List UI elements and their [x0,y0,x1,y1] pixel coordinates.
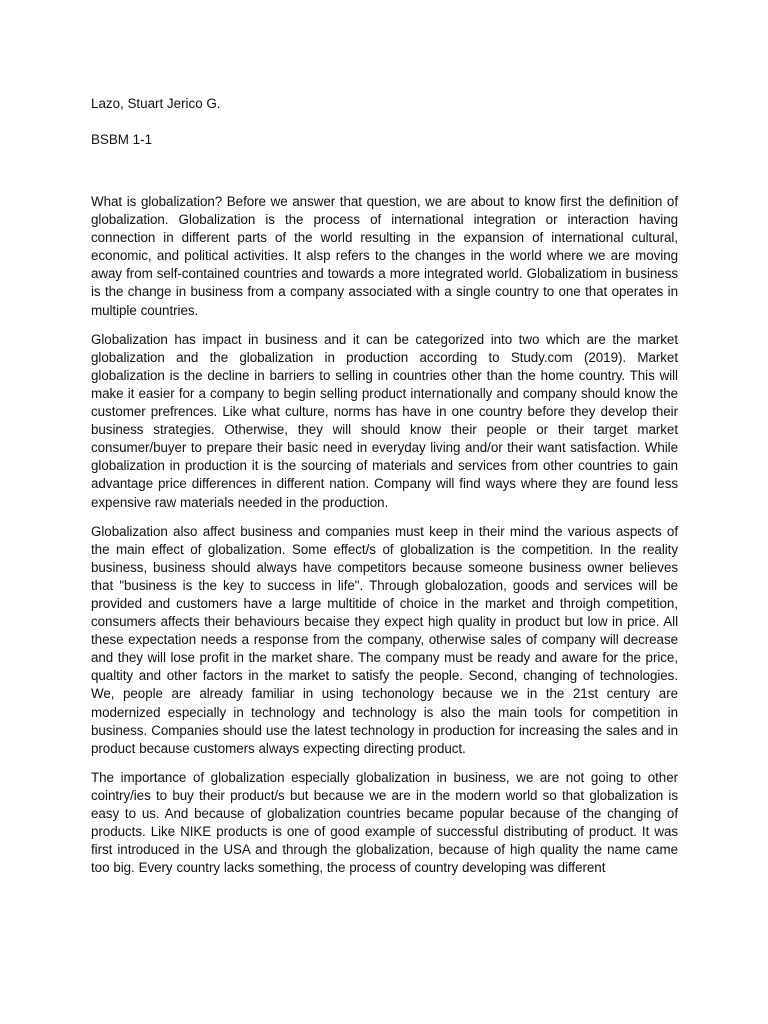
paragraph-effects: Globalization also affect business and companies must keep in their mind the various aspects of the main effect of globalization. Some effect/s of globalization is the competition. In the reality business, business should always have competitors because someone business owner believes that "business is the key to success in life". Through globalozation, goods and services will be provided and customers have a large multitide of choice in the market and throigh competition, consumers affects their behaviours becaise they expect high quality in product but low in price. All these expectation needs a response from the company, otherwise sales of company will decrease and they will lose profit in the market share. The company must be ready and aware for the price, qualtity and other factors in the market to satisfy the people. Second, changing of technologies. We, people are already familiar in using techonology because we in the 21st century are modernized especially in technology and technology is also the main tools for competition in business. Companies should use the latest technology in production for increasing the sales and in product because customers always expecting directing product. [91,523,678,756]
course-section: BSBM 1-1 [91,132,153,147]
author-name: Lazo, Stuart Jerico G. [91,96,221,111]
paragraph-definition: What is globalization? Before we answer that question, we are about to know first the definition of globalization. Globalization is the process of international integration or interaction having connection in different parts of the world resulting in the expansion of international cultural, economic, and political activities. It alsp refers to the changes in the world where we are moving away from self-contained countries and towards a more integrated world. Globalizatiom in business is the change in business from a company associated with a single country to one that operates in multiple countries. [91,194,678,318]
paragraph-importance: The importance of globalization especially globalization in business, we are not going to other cointry/ies to buy their product/s but because we are in the modern world so that globalization is easy to us. And because of globalization countries became popular because of the changing of products. Like NIKE products is one of good example of successful distributing of product. It was first introduced in the USA and through the globalization, because of high quality the name came too big. Every country lacks something, the process of country developing was different [91,769,678,876]
paragraph-market-production: Globalization has impact in business and it can be categorized into two which are the market globalization and the globalization in production according to Study.com (2019). Market globalization is the decline in barriers to selling in countries other than the home country. This will make it easier for a company to begin selling product internationally and company should know the customer prefrences. Like what culture, norms has have in one country before they develop their business strategies. Otherwise, they will should know their people or their target market consumer/buyer to prepare their basic need in everyday living and/or their want satisfaction. While globalization in production it is the sourcing of materials and services from other countries to gain advantage price differences in different nation. Company will find ways where they are found less expensive raw materials needed in the production. [91,331,678,510]
essay-body [91,193,678,888]
